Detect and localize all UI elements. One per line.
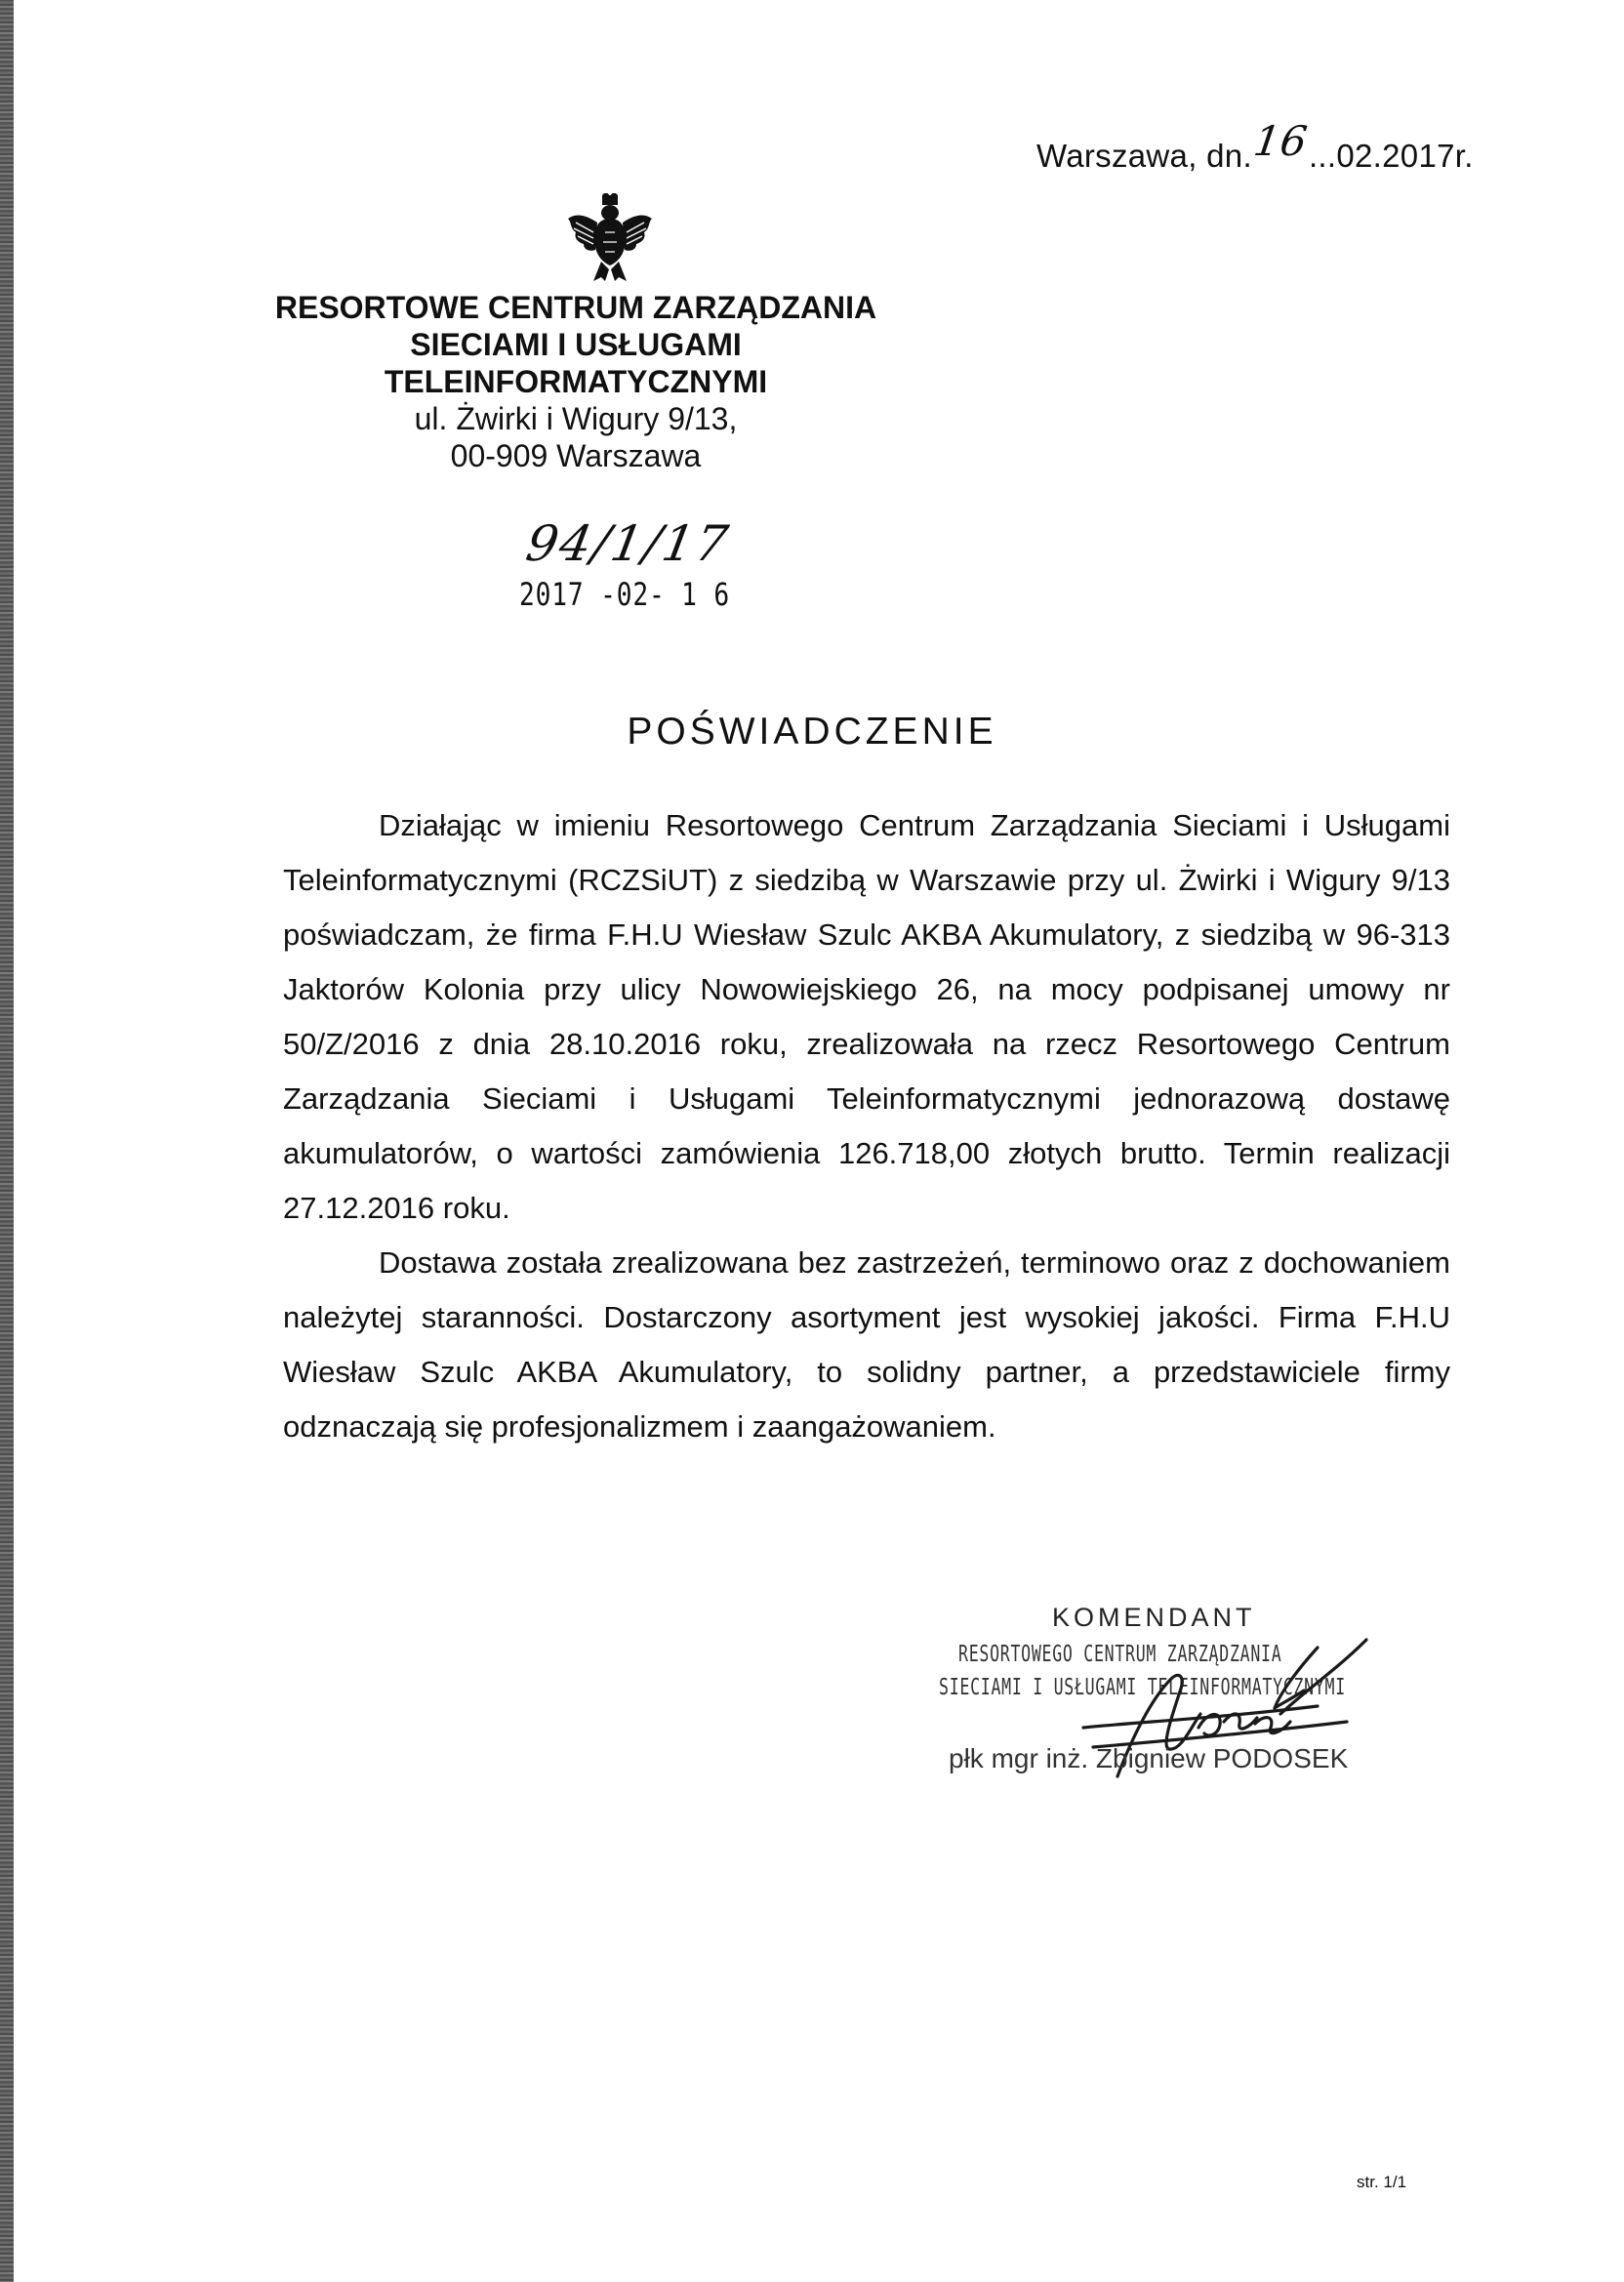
stamp-line-1: RESORTOWEGO CENTRUM ZARZĄDZANIA — [958, 1642, 1282, 1667]
date-suffix: ...02.2017r. — [1308, 138, 1474, 174]
date-prefix: Warszawa, dn. — [1036, 138, 1252, 174]
scan-edge-artifact — [0, 0, 14, 2282]
body-paragraph-2: Dostawa została zrealizowana bez zastrzeżeń, terminowo oraz z dochowaniem należytej staranności. Dostarczony asortyment jest wysokiej jakości. Firma F.H.U Wiesław Szulc AKBA Akumulatory, to solidny partner, a przedstawiciele firmy odznaczają się profesjonalizmem i zaangażowaniem. — [283, 1245, 1450, 1444]
document-body — [283, 798, 1450, 1454]
registration-date-stamp: 2017 -02- 1 6 — [519, 576, 731, 613]
registration-number-handwritten: 94/1/17 — [521, 515, 734, 572]
polish-eagle-emblem-icon — [566, 193, 654, 283]
signer-name: płk mgr inż. Zbigniew PODOSEK — [949, 1743, 1349, 1773]
body-paragraph-1: Działając w imieniu Resortowego Centrum Zarządzania Sieciami i Usługami Teleinformatycznymi (RCZSiUT) z siedzibą w Warszawie przy ul. Żwirki i Wigury 9/13 poświadczam, że firma F.H.U Wiesław Szulc AKBA Akumulatory, z siedzibą w 96-313 Jaktorów Kolonia przy ulicy Nowowiejskiego 26, na mocy podpisanej umowy nr 50/Z/2016 z dnia 28.10.2016 roku, zrealizowała na rzecz Resortowego Centrum Zarządzania Sieciami i Usługami Teleinformatycznymi jednorazową dostawę akumulatorów, o wartości zamówienia 126.718,00 złotych brutto. Termin realizacji 27.12.2016 roku. — [283, 808, 1450, 1225]
organization-address-street: ul. Żwirki i Wigury 9/13, — [414, 401, 738, 436]
organization-header — [224, 289, 927, 474]
organization-address-city: 00-909 Warszawa — [450, 438, 702, 473]
document-title: POŚWIADCZENIE — [627, 711, 997, 753]
organization-name-line3: TELEINFORMATYCZNYMI — [384, 364, 768, 399]
organization-name-line2: SIECIAMI I USŁUGAMI — [410, 327, 742, 362]
organization-name-line1: RESORTOWE CENTRUM ZARZĄDZANIA — [274, 290, 877, 325]
page-number: str. 1/1 — [1357, 2173, 1407, 2191]
document-date — [1036, 117, 1474, 177]
stamp-line-2: SIECIAMI I USŁUGAMI TELEINFORMATYCZNYMI — [939, 1675, 1346, 1700]
stamp-title: KOMENDANT — [1052, 1603, 1256, 1632]
date-handwritten-day: 16 — [1250, 117, 1311, 165]
